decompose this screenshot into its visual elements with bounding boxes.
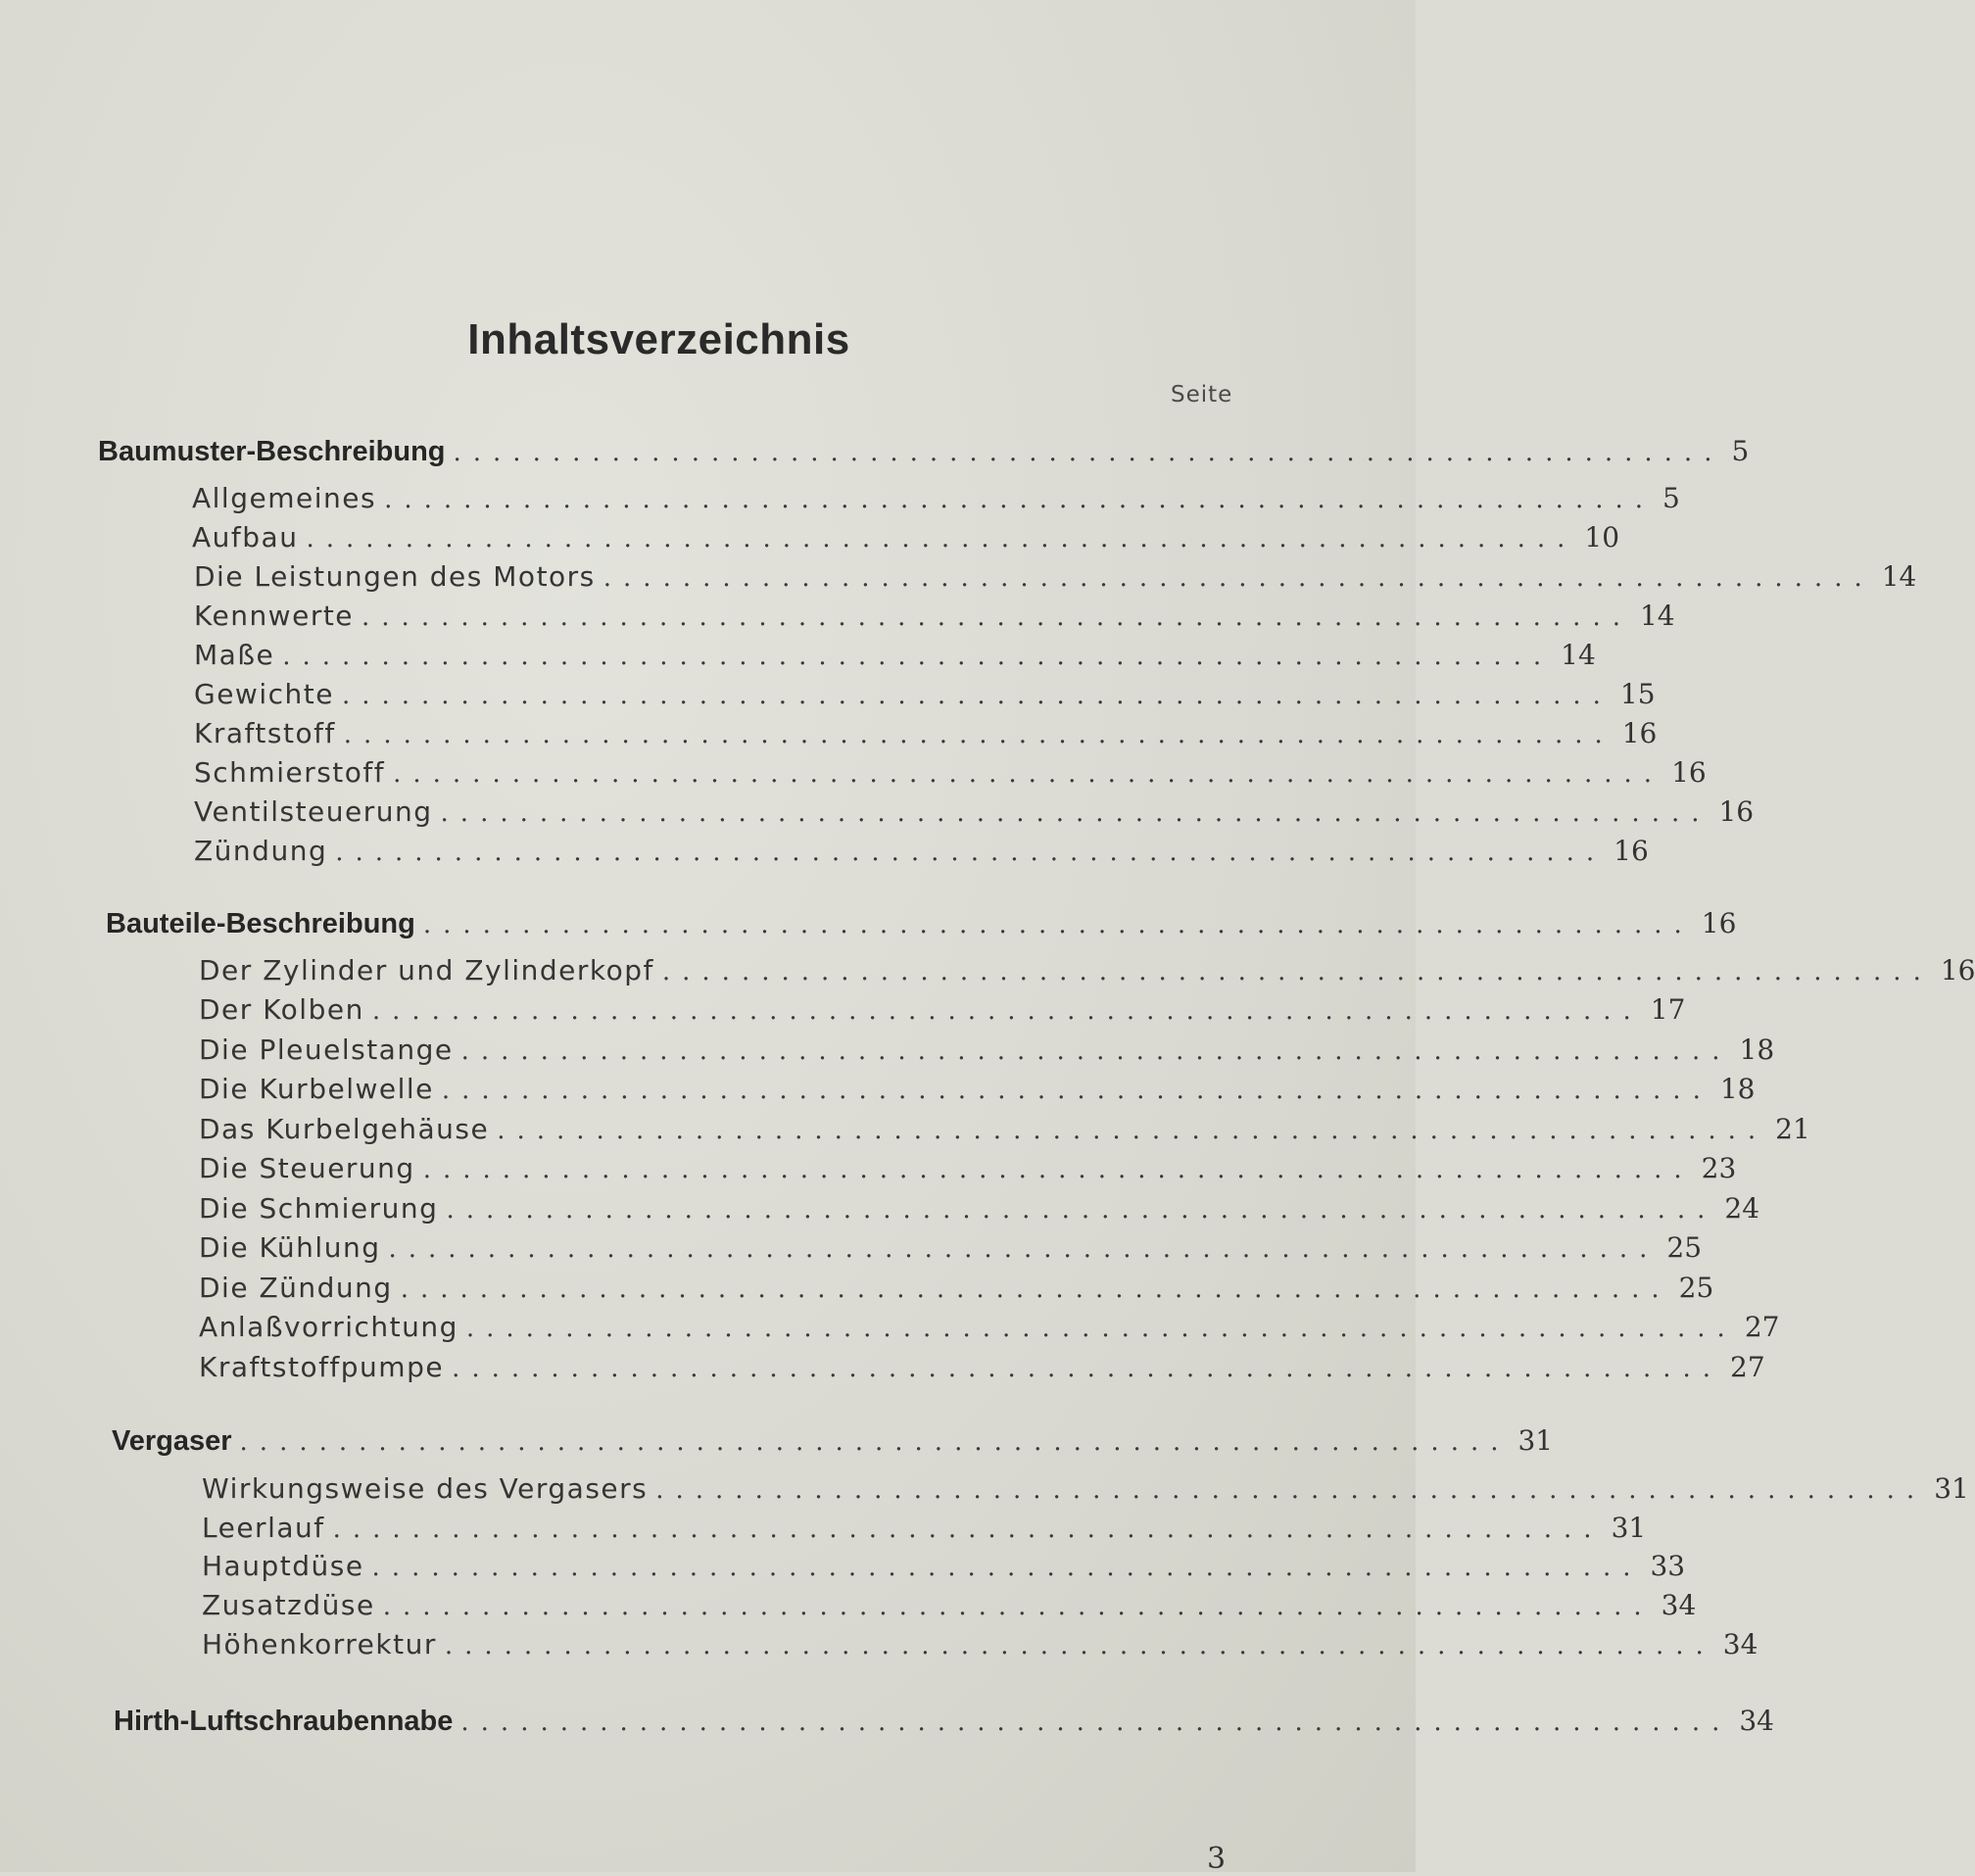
toc-item-label: Die Pleuelstange	[199, 1034, 454, 1066]
toc-item-label: Kraftstoff	[194, 717, 336, 749]
toc-page-number: 16	[1701, 907, 1737, 939]
leader-dots: ................................................................	[382, 1592, 1654, 1621]
toc-item	[194, 600, 1675, 639]
toc-page-number: 17	[1650, 993, 1686, 1026]
leader-dots: ................................................................	[661, 957, 1933, 986]
toc-heading-label: Vergaser	[112, 1425, 232, 1457]
page-column-header: Seite	[1171, 382, 1233, 408]
leader-dots: ................................................................	[497, 1116, 1768, 1145]
toc-heading	[98, 435, 1750, 474]
page-number: 3	[1207, 1842, 1227, 1876]
toc-heading	[112, 1424, 1554, 1464]
toc-item	[202, 1512, 1647, 1551]
toc-item	[194, 678, 1656, 717]
toc-item	[199, 1113, 1810, 1152]
leader-dots: ................................................................	[282, 642, 1554, 671]
toc-page-number: 24	[1724, 1192, 1760, 1225]
toc-item-label: Die Steuerung	[199, 1152, 415, 1184]
toc-heading-label: Baumuster-Beschreibung	[98, 436, 446, 467]
toc-item-label: Die Kühlung	[199, 1231, 381, 1264]
toc-item	[199, 1311, 1780, 1350]
toc-item-label: Anlaßvorrichtung	[199, 1311, 458, 1343]
toc-page-number: 5	[1662, 482, 1680, 514]
toc-page-number: 10	[1584, 521, 1620, 553]
toc-item-label: Maße	[194, 639, 275, 671]
toc-heading-label: Bauteile-Beschreibung	[106, 908, 415, 939]
toc-page-number: 33	[1650, 1550, 1686, 1582]
toc-item	[199, 1351, 1765, 1390]
toc-item-label: Allgemeines	[192, 482, 377, 514]
toc-item-label: Schmierstoff	[194, 756, 386, 789]
leader-dots: ................................................................	[655, 1475, 1927, 1505]
toc-item	[199, 1231, 1703, 1271]
leader-dots: ................................................................	[440, 798, 1711, 828]
toc-page-number: 21	[1775, 1113, 1810, 1145]
toc-page-number: 16	[1621, 717, 1658, 749]
toc-item-label: Gewichte	[194, 678, 334, 710]
leader-dots: ................................................................	[453, 438, 1724, 467]
leader-dots: ................................................................	[335, 838, 1607, 867]
toc-item	[202, 1589, 1697, 1628]
toc-page-number: 34	[1739, 1705, 1774, 1737]
toc-page-number: 25	[1678, 1272, 1714, 1304]
toc-item	[199, 1272, 1714, 1311]
toc-page-number: 31	[1517, 1424, 1554, 1457]
leader-dots: ................................................................	[306, 524, 1577, 553]
leader-dots: ................................................................	[371, 996, 1643, 1026]
toc-page-number: 16	[1718, 795, 1755, 828]
toc-item	[199, 1152, 1737, 1191]
toc-item-label: Kraftstoffpumpe	[199, 1351, 445, 1383]
toc-page-number: 14	[1639, 600, 1675, 632]
toc-item-label: Die Schmierung	[199, 1192, 439, 1225]
toc-item-label: Der Kolben	[199, 993, 364, 1026]
leader-dots: ................................................................	[460, 1036, 1732, 1066]
leader-dots: ................................................................	[239, 1427, 1511, 1457]
toc-item-label: Hauptdüse	[202, 1550, 364, 1582]
toc-item	[192, 521, 1620, 560]
toc-item	[194, 756, 1707, 795]
toc-page-number: 16	[1940, 954, 1975, 986]
toc-page-number: 18	[1719, 1073, 1756, 1105]
toc-page-number: 15	[1619, 678, 1656, 710]
toc-page-number: 23	[1701, 1152, 1737, 1184]
leader-dots: ................................................................	[602, 563, 1874, 593]
toc-heading	[106, 907, 1737, 946]
leader-dots: ................................................................	[361, 602, 1632, 632]
toc-page-number: 31	[1611, 1512, 1647, 1544]
toc-item	[199, 993, 1686, 1033]
toc-page-number: 34	[1661, 1589, 1697, 1621]
toc-page-number: 18	[1739, 1034, 1775, 1066]
toc-item-label: Aufbau	[192, 521, 299, 553]
toc-item-label: Ventilsteuerung	[194, 795, 433, 828]
leader-dots: ................................................................	[384, 485, 1655, 514]
leader-dots: ................................................................	[452, 1354, 1723, 1383]
toc-item	[194, 639, 1596, 678]
toc-item	[194, 560, 1917, 600]
toc-item-label: Leerlauf	[202, 1512, 325, 1544]
leader-dots: ................................................................	[441, 1076, 1712, 1105]
toc-item-label: Das Kurbelgehäuse	[199, 1113, 490, 1145]
toc-item	[202, 1472, 1969, 1512]
leader-dots: ................................................................	[393, 759, 1664, 789]
toc-page-number: 27	[1730, 1351, 1765, 1383]
toc-item	[202, 1550, 1686, 1589]
page-title: Inhaltsverzeichnis	[467, 315, 850, 363]
toc-page-number: 14	[1881, 560, 1917, 593]
toc-item-label: Die Kurbelwelle	[199, 1073, 434, 1105]
toc-heading	[114, 1705, 1774, 1744]
toc-item-label: Die Zündung	[199, 1272, 393, 1304]
toc-item-label: Der Zylinder und Zylinderkopf	[199, 954, 654, 986]
leader-dots: ................................................................	[332, 1515, 1604, 1544]
toc-page-number: 31	[1934, 1472, 1969, 1505]
toc-item	[194, 717, 1658, 756]
leader-dots: ................................................................	[422, 1155, 1694, 1184]
toc-page-number: 25	[1666, 1231, 1703, 1264]
toc-page-number: 27	[1744, 1311, 1780, 1343]
toc-item-label: Die Leistungen des Motors	[194, 560, 596, 593]
toc-page-number: 16	[1671, 756, 1707, 789]
toc-page-number: 16	[1614, 835, 1649, 867]
toc-item	[199, 1073, 1756, 1112]
toc-item-label: Kennwerte	[194, 600, 355, 632]
toc-heading-label: Hirth-Luftschraubennabe	[114, 1706, 454, 1737]
toc-page-number: 34	[1722, 1628, 1758, 1660]
toc-item-label: Zusatzdüse	[202, 1589, 375, 1621]
leader-dots: ................................................................	[465, 1314, 1737, 1343]
leader-dots: ................................................................	[422, 910, 1694, 939]
toc-page-number: 5	[1731, 435, 1750, 467]
toc-item	[199, 1034, 1775, 1073]
toc-item	[192, 482, 1680, 521]
leader-dots: ................................................................	[371, 1553, 1643, 1582]
leader-dots: ................................................................	[388, 1234, 1660, 1264]
toc-item	[199, 1192, 1760, 1231]
leader-dots: ................................................................	[343, 720, 1614, 749]
toc-item-label: Höhenkorrektur	[202, 1628, 437, 1660]
toc-item	[202, 1628, 1758, 1667]
leader-dots: ................................................................	[341, 681, 1613, 710]
leader-dots: ................................................................	[446, 1195, 1717, 1225]
leader-dots: ................................................................	[460, 1708, 1732, 1737]
leader-dots: ................................................................	[444, 1631, 1715, 1660]
toc-item-label: Zündung	[194, 835, 328, 867]
toc-item	[194, 835, 1649, 874]
toc-item	[199, 954, 1975, 993]
leader-dots: ................................................................	[400, 1275, 1671, 1304]
toc-page-number: 14	[1561, 639, 1596, 671]
toc-item	[194, 795, 1755, 835]
toc-item-label: Wirkungsweise des Vergasers	[202, 1472, 649, 1505]
